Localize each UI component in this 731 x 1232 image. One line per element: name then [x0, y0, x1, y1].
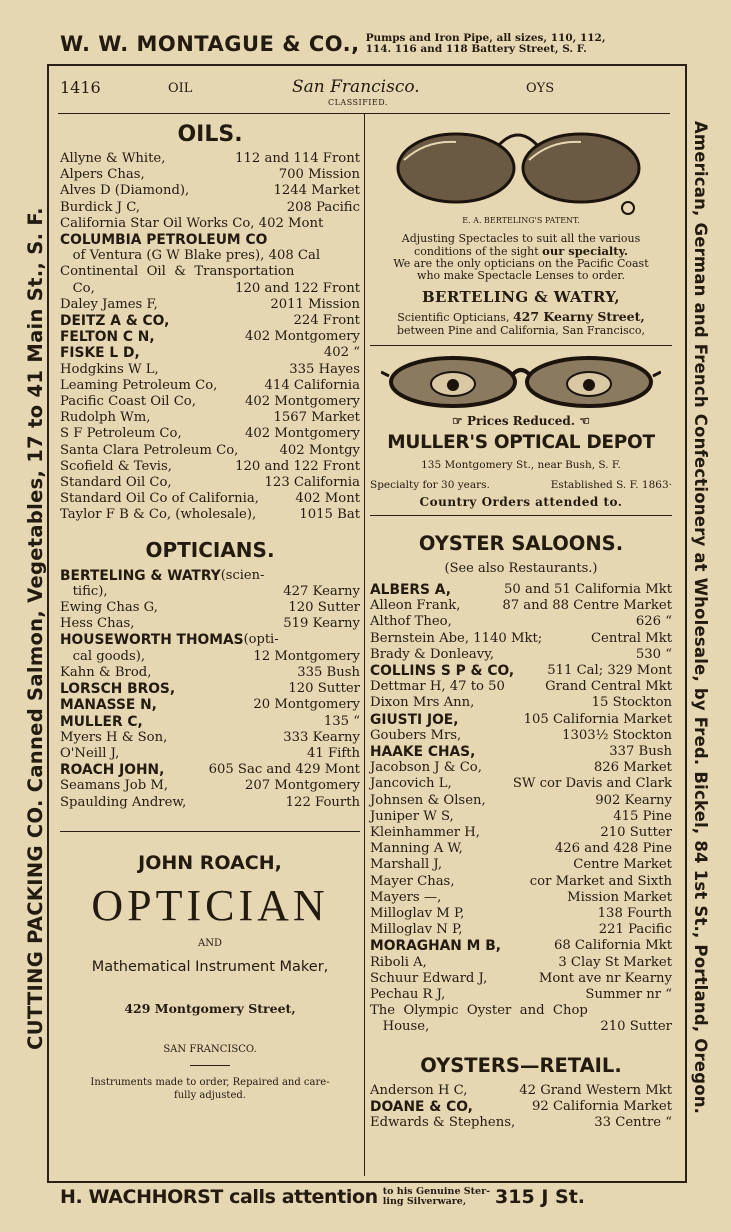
oyster-saloon-entry-address: 138 Fourth	[597, 906, 672, 922]
oil-entry	[60, 297, 360, 313]
oil-entry	[60, 491, 360, 507]
opticians-list	[60, 568, 360, 811]
berteling-patent: E. A. BERTELING'S PATENT.	[462, 216, 580, 225]
optician-entry	[60, 568, 360, 584]
oyster-saloon-entry-address: 1303½ Stockton	[562, 727, 672, 743]
optician-entry	[60, 584, 360, 600]
oil-entry-name: FISKE L D,	[60, 345, 140, 362]
oyster-saloon-entry-name: Manning A W,	[370, 841, 463, 857]
muller-address: 135 Montgomery St., near Bush, S. F.	[421, 459, 621, 471]
oil-entry-address: 1244 Market	[273, 183, 360, 199]
muller-specialty-row	[370, 479, 672, 491]
oyster-saloon-entry-name: The Olympic Oyster and Chop	[370, 1003, 588, 1019]
oil-entry-name: Rudolph Wm,	[60, 410, 151, 426]
spectacles-icon	[386, 120, 656, 216]
optician-entry-address: 41 Fifth	[306, 745, 360, 761]
oyster-saloon-entry-address: 15 Stockton	[591, 695, 672, 711]
oyster-retail-entry	[370, 1083, 672, 1099]
oyster-saloon-entry	[370, 1003, 672, 1019]
optician-entry	[60, 681, 360, 697]
oil-entry-name: DEITZ A & CO,	[60, 313, 170, 330]
optician-entry	[60, 746, 360, 762]
oil-entry	[60, 200, 360, 216]
oil-entry-address: 402 “	[323, 345, 360, 361]
oil-entry-address: 402 Mont	[295, 491, 360, 507]
oyster-saloon-entry-name: Milloglav M P,	[370, 906, 465, 922]
oil-entry-name: FELTON C N,	[60, 329, 155, 346]
oil-entry-address: 335 Hayes	[289, 361, 360, 377]
oil-entry	[60, 475, 360, 491]
oil-entry	[60, 362, 360, 378]
muller-specialty: Specialty for 30 years.	[370, 479, 490, 491]
oil-entry-name: Santa Clara Petroleum Co,	[60, 442, 239, 458]
optician-entry-address: 122 Fourth	[285, 794, 360, 810]
muller-ad-top-rule	[370, 345, 672, 346]
oyster-retail-entry-name: DOANE & CO,	[370, 1098, 473, 1115]
oyster-saloon-entry	[370, 890, 672, 906]
oyster-saloon-entry	[370, 857, 672, 873]
oil-entry-name: Scofield & Tevis,	[60, 458, 172, 474]
oil-entry-name: of Ventura (G W Blake pres), 408 Cal	[60, 248, 321, 264]
oyster-see-also: (See also Restaurants.)	[444, 561, 598, 576]
bottom-advert-banner	[60, 1180, 680, 1214]
berteling-line4: who make Spectacle Lenses to order.	[417, 269, 625, 282]
opticians-heading: OPTICIANS.	[145, 537, 275, 562]
oyster-retail-entry-name: Edwards & Stephens,	[370, 1115, 516, 1131]
optician-entry-address: 335 Bush	[297, 664, 360, 680]
oyster-saloon-entry	[370, 938, 672, 954]
oyster-saloon-entry-name: Mayer Chas,	[370, 873, 455, 889]
oil-entry	[60, 216, 360, 232]
bottom-advert-name: H. WACHHORST calls attention	[60, 1186, 378, 1208]
oil-entry-name: California Star Oil Works Co, 402 Mont	[60, 215, 324, 231]
oil-entry-name: Co,	[60, 280, 95, 296]
oyster-saloon-entry-address: 530 “	[635, 646, 672, 662]
spectacles-illustration	[370, 120, 672, 216]
oyster-saloon-entry	[370, 825, 672, 841]
oyster-saloon-entry	[370, 695, 672, 711]
oyster-saloon-entry-name: Milloglav N P,	[370, 922, 463, 938]
oyster-saloon-entry-name: Kleinhammer H,	[370, 825, 480, 841]
oil-entry-name: Leaming Petroleum Co,	[60, 377, 218, 393]
oyster-saloon-entry	[370, 712, 672, 728]
oil-entry-name: Allyne & White,	[60, 151, 166, 166]
oyster-saloon-entry	[370, 874, 672, 890]
optician-entry-name: Hess Chas,	[60, 616, 135, 632]
oyster-saloon-entry-name: Brady & Donleavy,	[370, 646, 495, 662]
oyster-saloon-entry	[370, 744, 672, 760]
optician-entry-name: MANASSE N,	[60, 697, 157, 714]
muller-spectacles-illustration	[370, 354, 672, 410]
optician-entry-extra: (scien-	[220, 567, 265, 583]
oyster-saloon-entry-address: 87 and 88 Centre Market	[502, 598, 672, 614]
oyster-saloon-entry-address: 337 Bush	[609, 744, 672, 760]
pointing-hand-icon-right: ☜	[579, 414, 590, 428]
oysters-retail-heading: OYSTERS—RETAIL.	[420, 1053, 622, 1077]
oil-entry	[60, 281, 360, 297]
left-advert-banner	[20, 96, 50, 1160]
oyster-saloon-entry-address: Central Mkt	[590, 630, 672, 646]
optician-entry-address: 20 Montgomery	[253, 697, 360, 713]
oil-entry	[60, 459, 360, 475]
bottom-advert-middle-line1: to his Genuine Ster-	[382, 1186, 491, 1197]
oil-entry-address: 123 California	[264, 475, 360, 491]
oil-entry	[60, 167, 360, 183]
optician-entry	[60, 616, 360, 632]
oyster-saloon-entry-address: 3 Clay St Market	[558, 954, 672, 970]
oil-entry-address: 120 and 122 Front	[235, 280, 360, 296]
muller-prices	[370, 414, 672, 428]
oyster-saloon-entry	[370, 955, 672, 971]
oyster-saloon-entry	[370, 793, 672, 809]
oyster-saloon-entry-address: 210 Sutter	[600, 825, 672, 841]
oyster-saloon-entry-address: Mont ave nr Kearny	[538, 970, 672, 986]
oil-entry-address: 1015 Bat	[299, 507, 360, 523]
oil-entry-address: 2011 Mission	[270, 296, 360, 312]
oyster-saloon-entry-address: 626 “	[635, 614, 672, 630]
optician-entry-address: 120 Sutter	[288, 681, 360, 697]
oyster-top-rule	[370, 515, 672, 516]
oil-entry	[60, 248, 360, 264]
oyster-retail-entry-name: Anderson H C,	[370, 1082, 468, 1098]
top-advert-name: W. W. MONTAGUE & CO.,	[60, 32, 360, 56]
optician-entry-name: Seamans Job M,	[60, 778, 169, 794]
oil-entry-address: 402 Montgy	[279, 442, 360, 458]
header-city: San Francisco.	[292, 77, 420, 97]
optician-entry	[60, 665, 360, 681]
oyster-saloon-entry	[370, 760, 672, 776]
oil-entry-name: Burdick J C,	[60, 199, 141, 215]
berteling-line5a: Scientific Opticians,	[397, 311, 513, 324]
oyster-saloon-entry-name: Juniper W S,	[370, 808, 454, 824]
berteling-ad	[370, 216, 672, 337]
right-advert-text: American, German and French Confectionery at Wholesale, by Fred. Bickel, 84 1st St., Portland, Oregon.	[691, 120, 711, 1114]
oyster-saloon-entry-name: Mayers —,	[370, 889, 442, 905]
oil-entry	[60, 313, 360, 329]
oyster-saloon-entry-address: 902 Kearny	[595, 792, 672, 808]
roach-name: JOHN ROACH,	[138, 851, 282, 874]
optician-entry-name: LORSCH BROS,	[60, 681, 176, 698]
oil-entry-address: 112 and 114 Front	[235, 151, 360, 166]
optician-entry	[60, 600, 360, 616]
top-advert-banner	[60, 26, 675, 62]
optician-entry-address: 120 Sutter	[288, 600, 360, 616]
oil-entry	[60, 507, 360, 523]
oyster-saloon-entry-name: ALBERS A,	[370, 582, 451, 598]
oyster-saloon-entry-address: 826 Market	[593, 760, 672, 776]
oyster-saloon-entry	[370, 647, 672, 663]
optician-entry-name: Spaulding Andrew,	[60, 794, 187, 810]
oyster-saloon-entry	[370, 922, 672, 938]
oyster-saloon-entry-name: MORAGHAN M B,	[370, 938, 501, 955]
oil-entry	[60, 394, 360, 410]
oyster-saloon-entry-address: Summer nr “	[585, 987, 672, 1003]
oil-entry-name: Hodgkins W L,	[60, 361, 159, 377]
muller-orders: Country Orders attended to.	[419, 495, 623, 509]
berteling-line5b: 427 Kearny Street,	[512, 309, 645, 324]
oyster-saloon-entry	[370, 582, 672, 598]
page-header	[60, 76, 670, 112]
oyster-saloon-entry-address: cor Market and Sixth	[529, 873, 672, 889]
header-classified: CLASSIFIED.	[328, 98, 388, 107]
oyster-saloon-entry	[370, 809, 672, 825]
oyster-saloon-entry-name: Dixon Mrs Ann,	[370, 695, 475, 711]
oil-entry-address: 1567 Market	[273, 410, 360, 426]
oyster-saloon-entry	[370, 776, 672, 792]
oyster-saloon-entry-address: Grand Central Mkt	[545, 679, 672, 695]
oyster-saloon-entry-name: Johnsen & Olsen,	[370, 792, 486, 808]
oyster-saloon-entry	[370, 614, 672, 630]
oyster-saloon-entry-address: Centre Market	[573, 857, 672, 873]
oil-entry-name: Alves D (Diamond),	[60, 183, 190, 199]
oil-entry-address: 402 Montgomery	[244, 329, 360, 345]
oyster-saloon-entry-name: Riboli A,	[370, 954, 427, 970]
roach-note-line1: Instruments made to order, Repaired and care-	[90, 1076, 330, 1088]
oil-entry	[60, 329, 360, 345]
oyster-saloon-entry	[370, 631, 672, 647]
john-roach-ad	[60, 832, 360, 1102]
oyster-saloon-entry	[370, 1019, 672, 1035]
roach-subtitle: Mathematical Instrument Maker,	[91, 958, 329, 975]
roach-street: 429 Montgomery Street,	[124, 1000, 296, 1016]
oil-entry	[60, 378, 360, 394]
bottom-advert-middle-line2: ling Silverware,	[382, 1196, 467, 1207]
oyster-saloon-entry-name: Schuur Edward J,	[370, 970, 488, 986]
optician-entry-name: tific),	[60, 583, 108, 599]
optician-entry	[60, 649, 360, 665]
oil-entry-name: Standard Oil Co,	[60, 475, 172, 491]
oil-entry	[60, 264, 360, 280]
muller-ad	[370, 414, 672, 509]
oyster-saloon-entry-address: 105 California Market	[523, 711, 672, 727]
optician-entry-address: 333 Kearny	[283, 729, 360, 745]
optician-entry	[60, 697, 360, 713]
oyster-saloon-entry-name: Jancovich L,	[370, 776, 452, 792]
oil-entry-address: 700 Mission	[278, 167, 360, 183]
optician-entry-address: 519 Kearny	[283, 616, 360, 632]
oil-entry-address: 402 Montgomery	[244, 394, 360, 410]
optician-entry-address: 605 Sac and 429 Mont	[208, 762, 360, 778]
oil-entry-name: Continental Oil & Transportation	[60, 264, 295, 280]
oil-entry-address: 402 Montgomery	[244, 426, 360, 442]
oil-entry-name: Taylor F B & Co, (wholesale),	[60, 507, 257, 523]
muller-established: Established S. F. 1863·	[550, 479, 672, 491]
optician-entry	[60, 632, 360, 648]
right-column	[370, 120, 672, 1131]
berteling-line5	[370, 310, 672, 325]
optician-entry-name: MULLER C,	[60, 713, 143, 730]
optician-entry-name: BERTELING & WATRY	[60, 567, 221, 584]
muller-name: MULLER'S OPTICAL DEPOT	[387, 432, 655, 453]
oyster-saloon-entry-name: Jacobson J & Co,	[370, 760, 482, 776]
roach-and: AND	[198, 937, 222, 949]
optician-entry	[60, 795, 360, 811]
oil-entry	[60, 151, 360, 167]
roach-short-rule	[190, 1065, 230, 1066]
oil-entry-address: 208 Pacific	[286, 199, 360, 215]
optician-entry-address: 12 Montgomery	[253, 648, 360, 664]
eyeglasses-icon	[381, 354, 661, 410]
oyster-saloon-entry-name: House,	[370, 1019, 430, 1035]
oyster-saloon-entry-address: 511 Cal; 329 Mont	[547, 663, 672, 679]
oyster-saloon-entry-name: HAAKE CHAS,	[370, 744, 476, 761]
oyster-saloon-entry-name: Althof Theo,	[370, 614, 452, 630]
oil-entry	[60, 232, 360, 248]
optician-entry	[60, 762, 360, 778]
right-advert-banner	[681, 82, 721, 1152]
oil-entry-address: 120 and 122 Front	[235, 458, 360, 474]
oyster-saloon-entry-name: COLLINS S P & CO,	[370, 663, 515, 680]
top-advert-address	[366, 33, 606, 55]
oil-entry	[60, 345, 360, 361]
oil-entry-name: Alpers Chas,	[60, 167, 145, 183]
page-number: 1416	[60, 78, 101, 97]
oyster-saloon-entry-name: GIUSTI JOE,	[370, 711, 459, 728]
oyster-saloon-entry-address: 415 Pine	[613, 808, 672, 824]
oyster-saloon-entry-name: Dettmar H, 47 to 50	[370, 679, 505, 695]
optician-entry-name: Ewing Chas G,	[60, 600, 158, 616]
oyster-saloon-entry-address: SW cor Davis and Clark	[512, 776, 672, 792]
oyster-saloon-entry-name: Pechau R J,	[370, 987, 446, 1003]
optician-entry	[60, 730, 360, 746]
optician-entry-name: cal goods),	[60, 648, 146, 664]
oyster-saloon-entry-address: 68 California Mkt	[553, 938, 672, 954]
optician-entry-address: 207 Montgomery	[244, 778, 360, 794]
oyster-retail-entry	[370, 1115, 672, 1131]
muller-prices-text: Prices Reduced.	[466, 414, 575, 428]
oyster-saloon-entry-name: Bernstein Abe, 1140 Mkt;	[370, 630, 543, 646]
oyster-saloon-entry	[370, 679, 672, 695]
pointing-hand-icon: ☞	[452, 414, 463, 428]
optician-entry	[60, 778, 360, 794]
roach-note	[60, 1076, 360, 1102]
optician-entry-address: 427 Kearny	[283, 583, 360, 599]
oyster-saloons-heading: OYSTER SALOONS.	[418, 532, 624, 555]
oyster-saloon-entry-name: Alleon Frank,	[370, 598, 461, 614]
oyster-saloon-entry	[370, 971, 672, 987]
oyster-saloon-entry-address: 210 Sutter	[600, 1019, 672, 1035]
oil-entry	[60, 410, 360, 426]
oyster-saloon-entry-address: Mission Market	[567, 889, 672, 905]
left-advert-text: CUTTING PACKING CO. Canned Salmon, Vegetables, 17 to 41 Main St., S. F.	[23, 206, 47, 1050]
berteling-firm: BERTELING & WATRY,	[421, 288, 621, 306]
oyster-saloon-entry	[370, 987, 672, 1003]
top-advert-address-line2: 114. 116 and 118 Battery Street, S. F.	[365, 43, 587, 55]
optician-entry-name: ROACH JOHN,	[60, 762, 165, 779]
optician-entry-address: 135 “	[323, 713, 360, 729]
oyster-saloon-entry-address: 50 and 51 California Mkt	[503, 582, 672, 597]
optician-entry-name: Kahn & Brod,	[60, 664, 152, 680]
optician-entry-name: Myers H & Son,	[60, 729, 168, 745]
optician-entry-extra: (opti-	[243, 632, 279, 648]
oyster-saloons-list	[370, 582, 672, 1036]
oil-entry	[60, 426, 360, 442]
berteling-line1: Adjusting Spectacles to suit all the various	[401, 232, 641, 245]
oil-entry-address: 224 Front	[293, 313, 360, 329]
oyster-retail-entry-address: 42 Grand Western Mkt	[519, 1082, 672, 1098]
roach-note-line2: fully adjusted.	[174, 1089, 246, 1101]
left-column	[60, 122, 360, 1102]
bottom-advert-address: 315 J St.	[495, 1186, 585, 1208]
berteling-line2a: conditions of the sight	[414, 245, 543, 258]
oil-entry	[60, 443, 360, 459]
header-right-word: OYS	[526, 81, 555, 96]
top-advert-address-line1: Pumps and Iron Pipe, all sizes, 110, 112,	[365, 32, 606, 44]
optician-entry-name: HOUSEWORTH THOMAS	[60, 632, 244, 649]
oil-entry-name: Standard Oil Co of California,	[60, 491, 259, 507]
optician-entry-name: O'Neill J,	[60, 745, 120, 761]
oyster-retail-entry-address: 33 Centre “	[594, 1115, 672, 1131]
oil-entry-name: COLUMBIA PETROLEUM CO	[60, 232, 268, 249]
oyster-saloon-entry	[370, 906, 672, 922]
oil-entry	[60, 183, 360, 199]
column-divider	[364, 114, 365, 1176]
oyster-saloon-entry	[370, 663, 672, 679]
oyster-saloon-entry-name: Goubers Mrs,	[370, 727, 462, 743]
oyster-saloon-entry-address: 426 and 428 Pine	[554, 841, 672, 857]
oyster-saloon-entry-name: Marshall J,	[370, 857, 443, 873]
oyster-saloon-entry-address: 221 Pacific	[598, 922, 672, 938]
oyster-retail-entry-address: 92 California Market	[531, 1098, 672, 1114]
oyster-retail-entry	[370, 1099, 672, 1115]
roach-title: OPTICIAN	[91, 880, 329, 930]
header-left-word: OIL	[168, 81, 193, 96]
oil-entry-name: S F Petroleum Co,	[60, 426, 182, 442]
berteling-line2b: our specialty.	[542, 244, 628, 258]
oyster-saloon-entry	[370, 728, 672, 744]
oyster-saloon-entry	[370, 598, 672, 614]
oyster-saloon-entry	[370, 841, 672, 857]
roach-city: SAN FRANCISCO.	[163, 1043, 257, 1055]
oysters-retail-list	[370, 1083, 672, 1132]
oil-entry-name: Daley James F,	[60, 296, 158, 312]
optician-entry	[60, 714, 360, 730]
oils-list	[60, 151, 360, 524]
oil-entry-name: Pacific Coast Oil Co,	[60, 394, 196, 410]
bottom-advert-middle	[383, 1187, 490, 1207]
oils-heading: OILS.	[177, 122, 243, 147]
oil-entry-address: 414 California	[264, 377, 360, 393]
berteling-line6: between Pine and California, San Francisco,	[396, 324, 646, 337]
berteling-line3: We are the only opticians on the Pacific Coast	[393, 257, 649, 270]
